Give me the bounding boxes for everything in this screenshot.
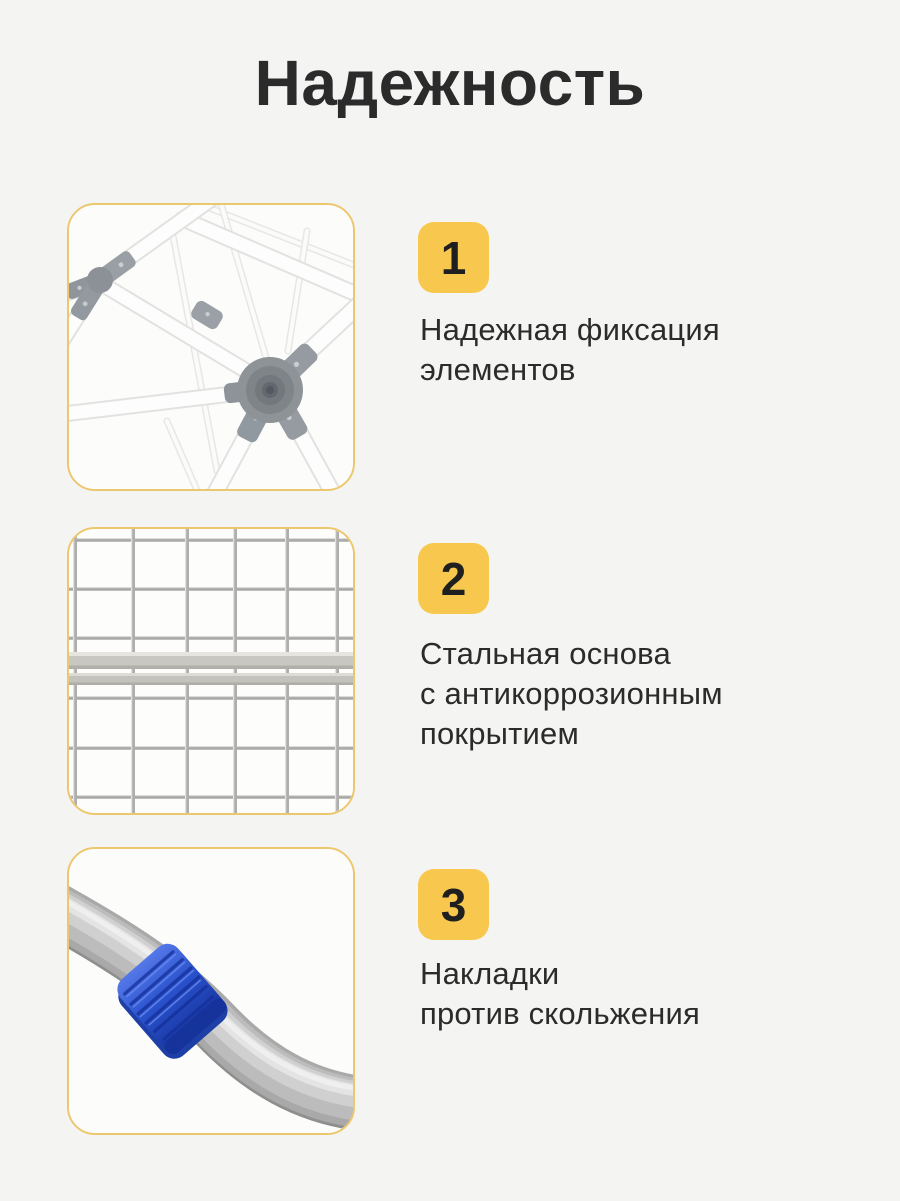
feature-line: покрытием <box>420 716 579 751</box>
feature-line: с антикоррозионным <box>420 676 723 711</box>
step-number: 3 <box>440 878 467 931</box>
feature-line: против скольжения <box>420 996 700 1031</box>
step-number-badge <box>418 222 489 293</box>
page-title: Надежность <box>254 47 646 119</box>
step-number-badge <box>418 543 489 614</box>
step-number-badge <box>418 869 489 940</box>
step-number: 2 <box>440 552 467 605</box>
feature-line: элементов <box>420 352 576 387</box>
feature-line: Стальная основа <box>420 636 671 671</box>
feature-text-3 <box>420 954 860 1034</box>
feature-line: Накладки <box>420 956 560 991</box>
feature-text-1 <box>420 310 860 390</box>
photo-card-mesh <box>67 527 355 815</box>
anti-slip-pad-illustration <box>67 847 355 1135</box>
drying-rack-joints-illustration <box>67 203 355 491</box>
photo-card-joints <box>67 203 355 491</box>
step-number: 1 <box>440 231 467 284</box>
feature-text-2 <box>420 634 860 754</box>
steel-mesh-illustration <box>67 527 355 815</box>
support-bars <box>67 652 355 685</box>
feature-line: Надежная фиксация <box>420 312 720 347</box>
photo-card-pad <box>67 847 355 1135</box>
